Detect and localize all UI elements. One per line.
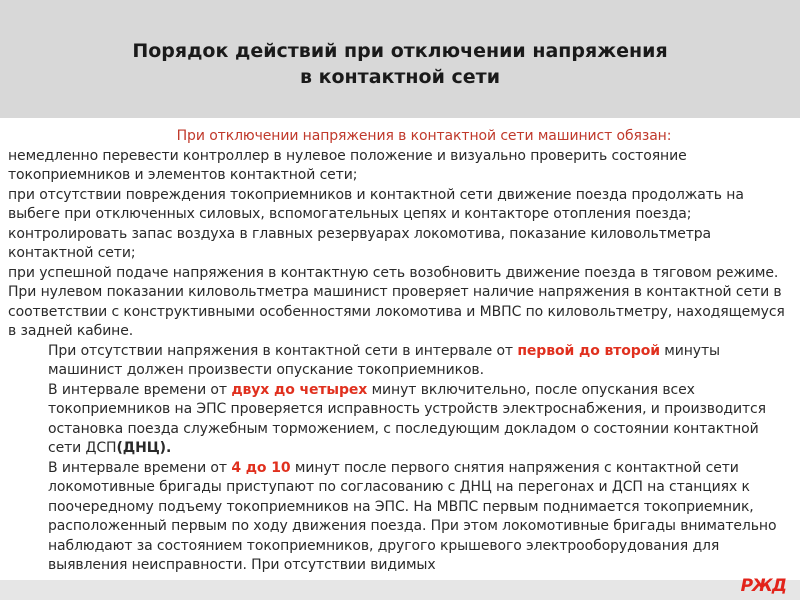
instruction-line-1: немедленно перевести контроллер в нулевое положение и визуально проверить состояние токоприемников и элементов контактной сети;: [8, 147, 687, 183]
paragraph-1-highlight: первой до второй: [517, 342, 660, 359]
title-banner: [0, 0, 800, 118]
paragraph-2-text-a: В интервале времени от: [48, 381, 232, 398]
page-title: [0, 38, 800, 90]
title-line-1: Порядок действий при отключении напряжения: [132, 40, 668, 62]
instruction-line-5: При нулевом показании киловольтметра машинист проверяет наличие напряжения в контактной сети в соответствии с конструктивными особенностями локомотива и МВПС по киловольтметру, находящемуся в задней кабине.: [8, 284, 785, 339]
instruction-line-3: контролировать запас воздуха в главных резервуарах локомотива, показание киловольтметра контактной сети;: [8, 225, 712, 261]
paragraph-2-text-b: минут включительно, после опускания всех токоприемников на ЭПС проверяется исправность устройств электроснабжения, и производится остановка поезда служебным торможением, с последующим докладом о состоянии контактной сети ДСП: [48, 381, 766, 456]
paragraph-3: [0, 459, 800, 576]
intro-heading: При отключении напряжения в контактной сети машинист обязан:: [176, 128, 672, 144]
paragraph-2: [0, 381, 800, 459]
paragraph-2-highlight: двух до четырех: [231, 381, 368, 398]
title-line-2: в контактной сети: [299, 66, 501, 88]
paragraph-3-text-a: В интервале времени от: [48, 459, 232, 476]
paragraph-1-text-a: При отсутствии напряжения в контактной сети в интервале от: [48, 342, 518, 359]
instruction-line-2: при отсутствии повреждения токоприемников и контактной сети движение поезда продолжать на выбеге при отключенных силовых, вспомогательных цепях и контакторе отопления поезда;: [8, 186, 744, 222]
paragraph-2-text-c: (ДНЦ).: [116, 440, 172, 456]
paragraph-1-text-b: минуты машинист должен произвести опускание токоприемников.: [48, 342, 720, 378]
content-body: [0, 127, 800, 600]
footer-bar: [0, 580, 800, 600]
instruction-line-4: при успешной подаче напряжения в контактную сеть возобновить движение поезда в тяговом режиме.: [8, 264, 779, 281]
paragraph-1: [0, 342, 800, 381]
paragraph-3-text-b: минут после первого снятия напряжения с контактной сети локомотивные бригады приступают по согласованию с ДНЦ на перегонах и ДСП на станциях к поочередному подъему токоприемников на ЭПС. На МВПС первым поднимается токоприемник, расположенный первым по ходу движения поезда. При этом локомотивные бригады внимательно наблюдают за состоянием токоприемников, другого крышевого электрооборудования для выявления неисправности. При отсутствии видимых: [48, 459, 777, 573]
rzd-logo: РЖД: [740, 576, 786, 596]
paragraph-3-highlight: 4 до 10: [231, 459, 291, 476]
